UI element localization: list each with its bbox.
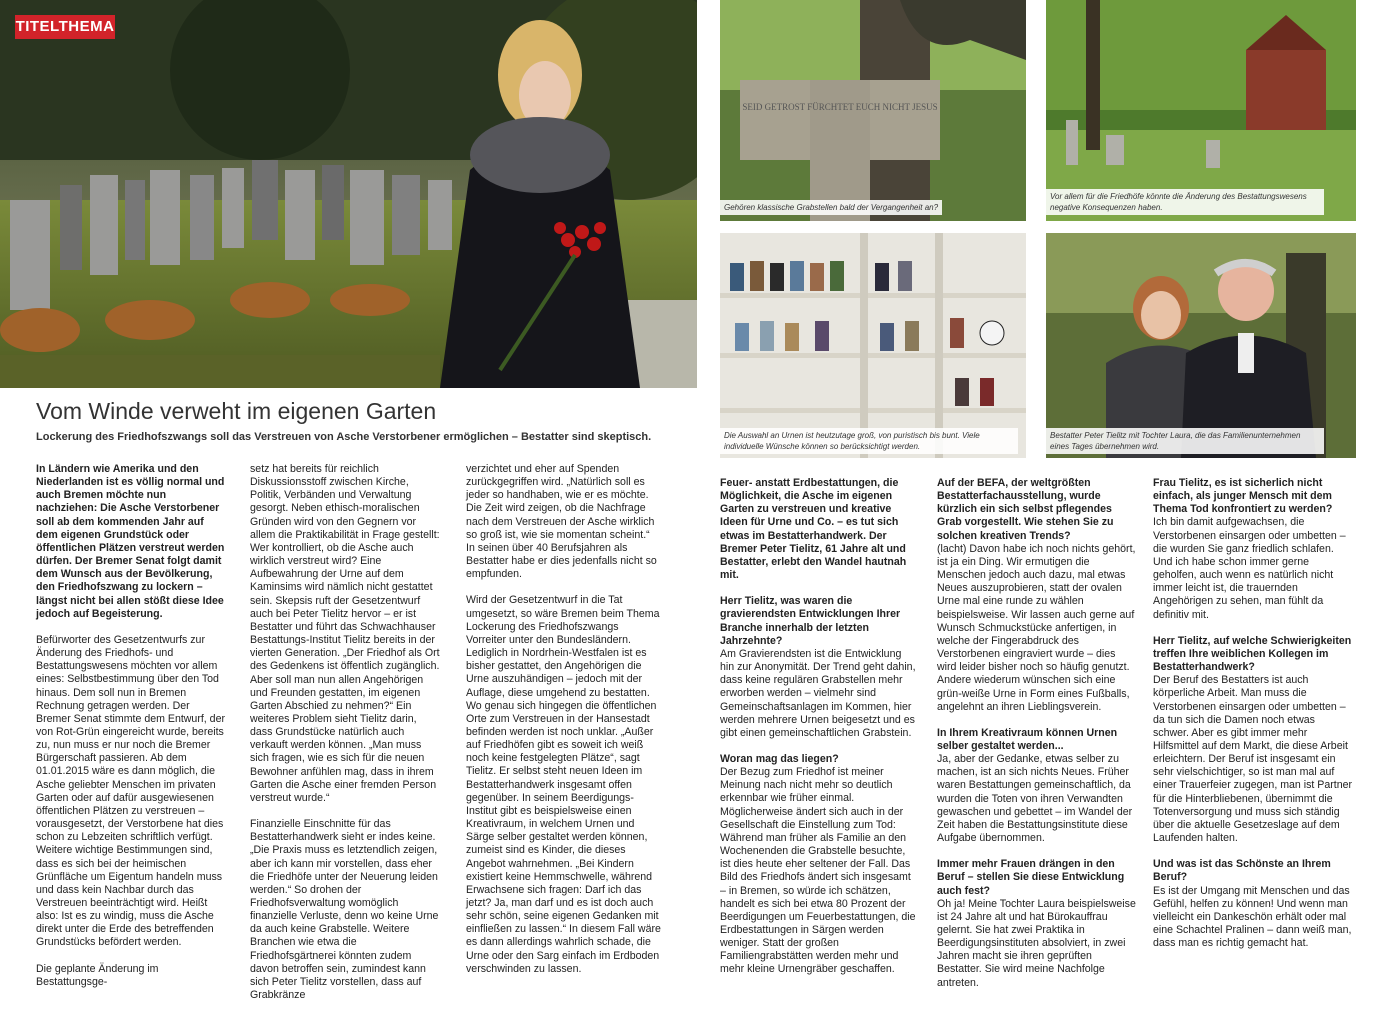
paragraph: Befürworter des Gesetzentwurfs zur Änderung des Friedhofs- und Bestattungswesens möchten vor allem eines: Selbstbestimmung über den Tod hinaus. Dem soll nun in Bremen Rechnung getragen werden. Der Bremer Senat stimmte dem Entwurf, der von Rot-Grün eingereicht wurde, bereits zu, nun muss er nur noch die Bremer Bürgerschaft passieren. Ab dem 01.01.2015 wäre es dann möglich, die Asche geliebter Menschen im privaten Garten oder auf dafür ausgewiesenen öffentlichen Plätzen zu verstreuen – vorausgesetzt, der Verstorbene hat dies schon zu Lebzeiten schriftlich verfügt. Weitere wichtige Bestimmungen sind, dass es sich bei der heimischen Grünfläche um Eigentum handeln muss und dass kein Nachbar durch das Verstreuen beeinträchtigt wird. Heißt also: Ist es zu windig, muss die Asche direkt unter die Erde des betreffenden Grundstücks befördert werden.	[36, 633, 225, 949]
gravestone-inscription: SEID GETROST FÜRCHTET EUCH NICHT JESUS	[742, 102, 938, 112]
interview-question: Herr Tielitz, auf welche Schwierigkeiten treffen Ihre weiblichen Kollegen im Bestatterhandwerk?	[1153, 634, 1352, 674]
interview-answer: Der Beruf des Bestatters ist auch körperliche Arbeit. Man muss die Verstorbenen einsargen oder umbetten – da tun sich die Damen noch etwas schwer. Aber es gibt immer mehr Hilfsmittel auf dem Markt, die diese Arbeit erleichtern. Der Beruf ist insgesamt ein sehr vielschichtiger, so ist man mal auf einer Trauerfeier zugegen, man ist Partner für die Hinterbliebenen, übernimmt die Totenversorgung und muss sich ständig über die aktuelle Gesetzeslage auf dem Laufenden halten.	[1153, 674, 1353, 845]
interview-question: Auf der BEFA, der weltgrößten Bestatterfachausstellung, wurde kürzlich ein sich selbst pflegendes Grab vorgestellt. Wie stehen Sie zu solchen kreativen Trends?	[937, 477, 1114, 542]
paragraph: Wird der Gesetzentwurf in die Tat umgesetzt, so wäre Bremen beim Thema Lockerung des Friedhofszwangs Vorreiter unter den Bundesländern. Lediglich in Nordrhein-Westfalen ist es bisher gestattet, den Angehörigen die Urne auszuhändigen – jedoch mit der Auflage, diese umgehend zu bestatten. Wo genau sich hingegen die öffentlichen Orte zum Verstreuen in der Hansestadt befinden werden ist noch unklar. „Außer auf Friedhöfen gibt es soweit ich weiß noch keine festgelegten Plätze“, sagt Tielitz. Er selbst steht neuen Ideen im Bestatterhandwerk insgesamt offen gegenüber. In seinem Beerdigungs-Institut gibt es beispielsweise einen Kreativraum, in welchem Urnen und Särge selber gestaltet werden können, zumeist sind es Kinder, die dieses Angebot wahrnehmen. „Bei Kindern existiert keine Hemmschwelle, während Erwachsene sich fragen: Darf ich das jetzt? Ja, man darf und es ist doch auch sehr schön, seine eigenen Gedanken mit einfließen zu lassen.“ In diesem Fall wäre es dann allerdings wahrlich schade, die Urne oder den Sarg einfach im Erdboden verschwinden zu lassen.	[466, 594, 661, 975]
interview-question: Immer mehr Frauen drängen in den Beruf – stellen Sie diese Entwicklung auch fest?	[937, 858, 1125, 897]
tielitz-portrait-photo	[1046, 233, 1356, 458]
column-3	[466, 463, 661, 989]
caption-gravestone: Gehören klassische Grabstellen bald der Vergangenheit an?	[720, 200, 942, 215]
column-6	[1153, 477, 1353, 963]
interview-answer: (lacht) Davon habe ich noch nichts gehört, ist ja ein Ding. Wir ermutigen die Menschen jedoch auch dazu, mal etwas Neues auszuprobieren, statt der ovalen Urne mal eine runde zu wählen beispielsweise. Wir lassen auch gerne auf Wunsch Schmuckstücke anfertigen, in welche der Fingerabdruck des Verstorbenen eingraviert wurde – dies wird leider bisher noch so häufig genutzt. Andere wiederum wünschen sich eine grün-weiße Urne in Form eines Fußballs, angelehnt an ihren Lieblingsverein.	[937, 542, 1136, 713]
interview-answer: Am Gravierendsten ist die Entwicklung hin zur Anonymität. Der Trend geht dahin, dass keine regulären Grabstellen mehr erworben werden – vielmehr sind Gemeinschaftsanlagen im Kommen, hier werden mehrere Urnen beigesetzt und es gibt einen gemeinschaftlichen Grabstein.	[720, 647, 916, 739]
interview-question: Und was ist das Schönste an Ihrem Beruf?	[1153, 858, 1331, 884]
paragraph: setz hat bereits für reichlich Diskussionsstoff zwischen Kirche, Politik, Verbänden und Verwaltung gesorgt. Neben ethisch-moralischen Gründen wird von den Gegnern vor allem die Praktikabilität in Frage gestellt: Wer kontrolliert, ob die Asche auch wirklich verstreut wird? Eine Aufbewahrung der Urne auf dem Kaminsims wird nämlich nicht gestattet sein. Skepsis ruft der Gesetzentwurf auch bei Peter Tielitz hervor – er ist Bestatter und führt das Schwachhauser Bestattungs-Institut Tielitz bereits in der vierten Generation. „Der Friedhof als Ort des Gedenkens ist öffentlich zugänglich. Aber soll man nun allen Angehörigen und Freunden gestatten, im eigenen Garten Abschied zu nehmen?“ Ein weiteres Problem sieht Tielitz darin, dass Grundstücke natürlich auch verkauft werden können. „Man muss sich fragen, wie es sich für die neuen Bewohner anfühlen mag, dass in ihrem Garten die Asche einer fremden Person verstreut wurde.“	[250, 463, 440, 804]
column-2	[250, 463, 441, 1015]
interview-answer: Ja, aber der Gedanke, etwas selber zu machen, ist an sich nichts Neues. Früher waren Bestattungen gemeinschaftlich, da wurden die Toten von ihren Verwandten gewaschen und gebettet – im Wandel der Zeit haben die Bestattungsinstitute diese Aufgabe übernommen.	[937, 753, 1133, 845]
urn-shelves-photo	[720, 233, 1026, 458]
column-5	[937, 477, 1137, 1003]
article-intro: In Ländern wie Amerika und den Niederlanden ist es völlig normal und auch Bremen möchte nun nachziehen: Die Asche Verstorbener soll ab dem kommenden Jahr auf dem eigenen Grundstück oder öffentlichen Plätzen verstreut werden dürfen. Der Bremer Senat folgt damit dem Wunsch aus der Bevölkerung, den Friedhofszwang zu lockern – längst nicht bei allen stößt diese Idee jedoch auf Begeisterung.	[36, 463, 225, 620]
interview-intro: Feuer- anstatt Erdbestattungen, die Möglichkeit, die Asche im eigenen Garten zu verstreuen und kreative Ideen für Urne und Co. – es tut sich etwas im Bestatterhandwerk. Der Bremer Peter Tielitz, 61 Jahre alt und Bestatter, erlebt den Wandel hautnah mit.	[720, 477, 907, 582]
interview-answer: Oh ja! Meine Tochter Laura beispielsweise ist 24 Jahre alt und hat Bürokauffrau gelernt. Sie hat zwei Praktika in Beerdigungsinstituten absolviert, in zwei Jahren macht sie ihren geprüften Bestatter. Sie wird meine Nachfolge antreten.	[937, 897, 1136, 989]
interview-question: In Ihrem Kreativraum können Urnen selber gestaltet werden...	[937, 726, 1118, 752]
main-photo-woman-cemetery	[0, 0, 697, 388]
cemetery-chapel-photo	[1046, 0, 1356, 221]
interview-answer: Es ist der Umgang mit Menschen und das Gefühl, helfen zu können! Und wenn man vielleicht ein Dankeschön erhält oder mal eine Schachtel Pralinen – dann weiß man, dass man es richtig gemacht hat.	[1153, 884, 1352, 950]
caption-people: Bestatter Peter Tielitz mit Tochter Laura, die das Familienunternehmen eines Tages übernehmen wird.	[1046, 428, 1324, 454]
interview-question: Frau Tielitz, es ist sicherlich nicht einfach, als junger Mensch mit dem Thema Tod konfrontiert zu werden?	[1153, 477, 1333, 516]
column-1	[36, 463, 227, 1002]
section-kicker: TITELTHEMA	[15, 15, 115, 39]
caption-cemetery: Vor allem für die Friedhöfe könnte die Änderung des Bestattungswesens negative Konsequenzen haben.	[1046, 189, 1324, 215]
column-4	[720, 477, 918, 990]
paragraph: Finanzielle Einschnitte für das Bestatterhandwerk sieht er indes keine. „Die Praxis muss es letztendlich zeigen, aber ich kann mir vorstellen, dass eher die Friedhöfe unter der Neuerung leiden werden.“ So drohen der Friedhofsverwaltung womöglich finanzielle Verluste, denn wo keine Urne da auch keine Grabstelle. Weitere Branchen wie etwa die Friedhofsgärtnerei könnten zudem davon betroffen sein, zumindest kann sich Peter Tielitz vorstellen, dass auf Grabkränze	[250, 818, 439, 1002]
interview-answer: Der Bezug zum Friedhof ist meiner Meinung nach nicht mehr so deutlich erkennbar wie früher einmal. Möglicherweise ändert sich auch in der Gesellschaft die Einstellung zum Tod: Während man früher als Familie an den Wochenenden die Grabstelle besuchte, ist dies heute eher seltener der Fall. Das Bild des Friedhofs ändert sich insgesamt – in Bremen, so würde ich schätzen, handelt es sich bei etwa 80 Prozent der Beerdigungen um Feuerbestattungen, die Erdbestattungen in Särgen werden weniger. Statt der großen Familiengrabstätten werden mehr und mehr kleine Urnengräber geschaffen.	[720, 766, 916, 976]
paragraph: verzichtet und eher auf Spenden zurückgegriffen wird. „Natürlich soll es jeder so handhaben, wie er es möchte. Die Zeit wird zeigen, ob die Nachfrage nach dem Verstreuen der Asche wirklich so groß ist, wie sie momentan scheint.“ In seinen über 40 Berufsjahren als Bestatter habe er dies jedenfalls nicht so empfunden.	[466, 463, 657, 581]
interview-question: Herr Tielitz, was waren die gravierendsten Entwicklungen Ihrer Branche innerhalb der letzten Jahrzehnte?	[720, 595, 901, 647]
paragraph: Die geplante Änderung im Bestattungsge-	[36, 962, 159, 988]
interview-question: Woran mag das liegen?	[720, 752, 839, 765]
article-subhead: Lockerung des Friedhofszwangs soll das Verstreuen von Asche Verstorbener ermöglichen – Bestatter sind skeptisch.	[36, 431, 652, 443]
interview-answer: Ich bin damit aufgewachsen, die Verstorbenen einsargen oder umbetten – die wurden Sie ganz friedlich schlafen. Und ich habe schon immer gerne geholfen, auch wenn es natürlich nicht immer leicht ist, die trauernden Angehörigen zu sehen, man fühlt da definitiv mit.	[1153, 516, 1346, 621]
gravestone-photo	[720, 0, 1026, 221]
article-headline: Vom Winde verweht im eigenen Garten	[36, 398, 437, 424]
caption-urns: Die Auswahl an Urnen ist heutzutage groß, von puristisch bis bunt. Viele individuelle Wünsche können so berücksichtigt werden.	[720, 428, 1018, 454]
